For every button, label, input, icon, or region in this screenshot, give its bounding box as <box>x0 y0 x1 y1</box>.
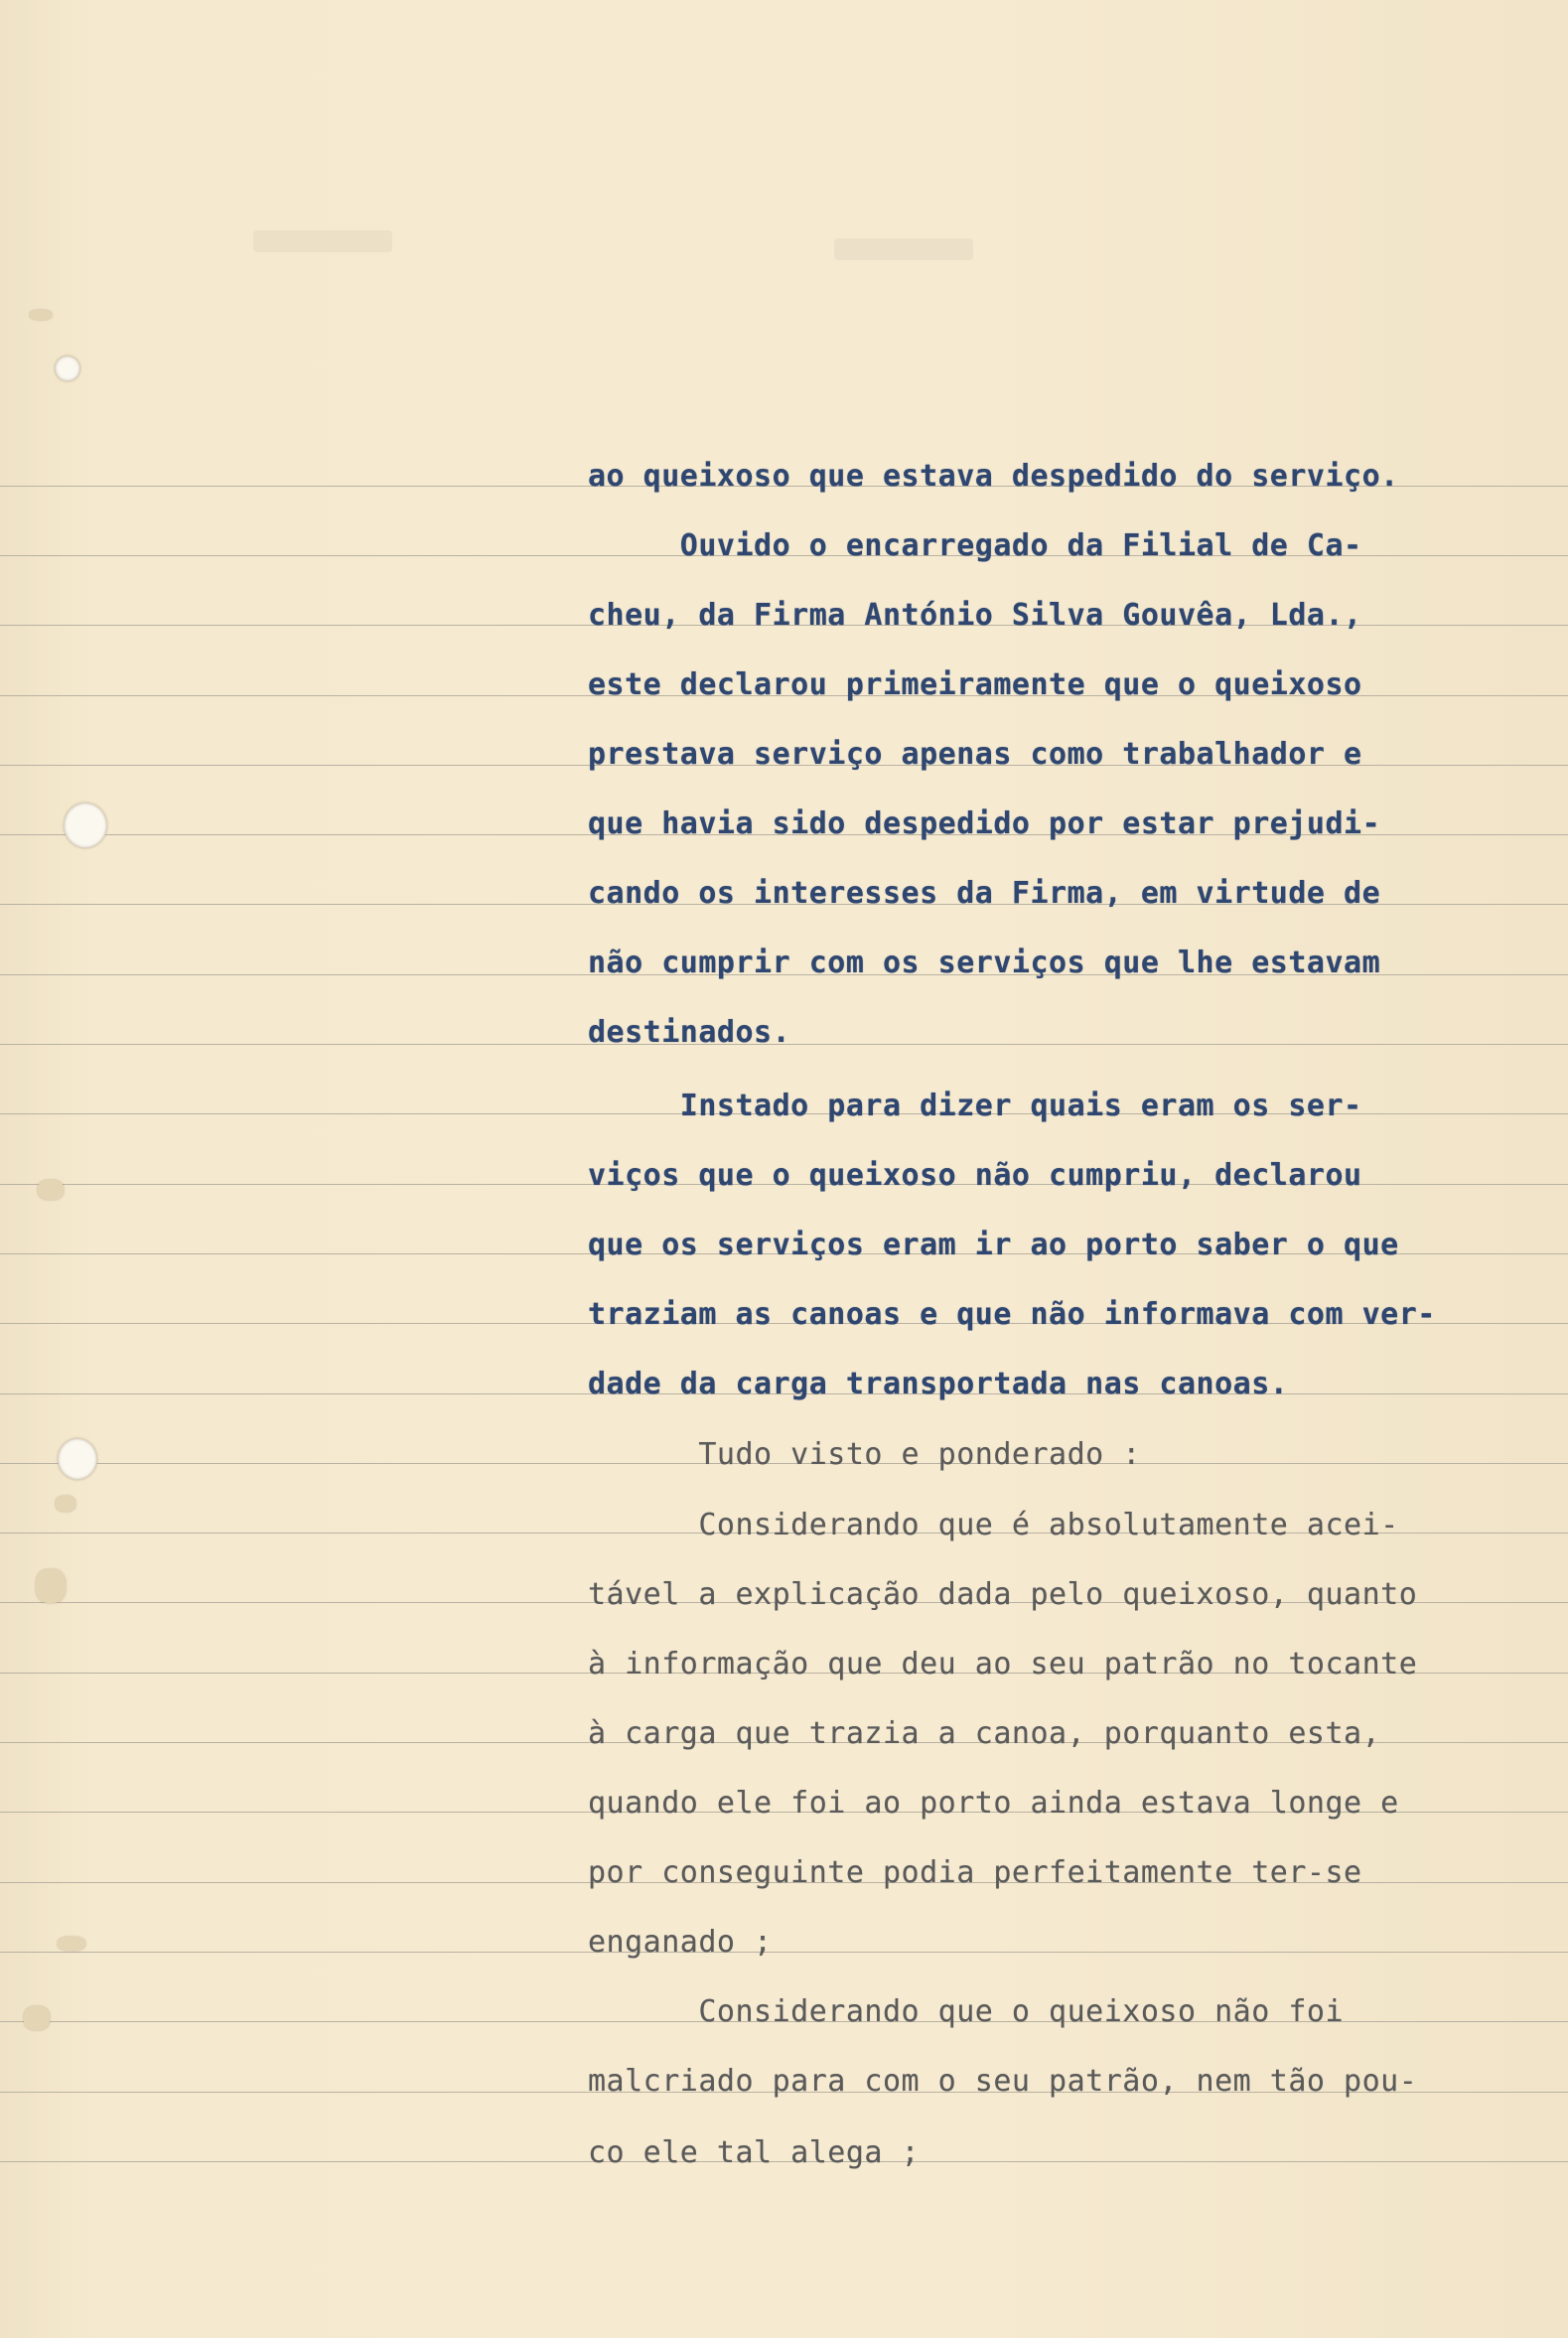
ruled-line <box>0 1952 1568 1953</box>
typed-line: prestava serviço apenas como trabalhador e <box>588 737 1362 772</box>
typed-line: cheu, da Firma António Silva Gouvêa, Lda., <box>588 598 1362 633</box>
typed-line: destinados. <box>588 1015 791 1050</box>
typed-line: à carga que trazia a canoa, porquanto esta, <box>588 1716 1381 1751</box>
typed-line: Ouvido o encarregado da Filial de Ca- <box>588 528 1362 563</box>
typed-line: cando os interesses da Firma, em virtude de <box>588 876 1381 911</box>
typed-line: ao queixoso que estava despedido do serviço. <box>588 459 1399 494</box>
paper-tear <box>56 1496 75 1512</box>
bleed-through-mark <box>834 238 973 260</box>
punch-hole <box>64 803 107 848</box>
typed-line: que havia sido despedido por estar prejudi- <box>588 806 1381 841</box>
typed-line: não cumprir com os serviços que lhe estavam <box>588 946 1381 980</box>
typed-line: Instado para dizer quais eram os ser- <box>588 1089 1362 1123</box>
typed-line: enganado ; <box>588 1925 773 1960</box>
paper-tear <box>24 2006 50 2030</box>
paper-tear <box>30 310 52 320</box>
typed-line: viços que o queixoso não cumpriu, declarou <box>588 1158 1362 1193</box>
typed-line: dade da carga transportada nas canoas. <box>588 1367 1289 1401</box>
bleed-through-mark <box>253 230 392 252</box>
typed-line: Tudo visto e ponderado : <box>588 1437 1141 1472</box>
typed-line: co ele tal alega ; <box>588 2135 921 2170</box>
typed-line: traziam as canoas e que não informava com ver- <box>588 1297 1436 1332</box>
typed-line: por conseguinte podia perfeitamente ter-se <box>588 1855 1362 1890</box>
paper-tear <box>38 1180 64 1200</box>
typed-line: que os serviços eram ir ao porto saber o que <box>588 1228 1399 1262</box>
paper-tear <box>58 1937 85 1951</box>
punch-hole <box>58 1438 97 1480</box>
punch-hole <box>55 356 80 381</box>
typed-line: Considerando que o queixoso não foi <box>588 1994 1345 2029</box>
typed-line: quando ele foi ao porto ainda estava longe e <box>588 1786 1399 1821</box>
typed-line: à informação que deu ao seu patrão no tocante <box>588 1647 1418 1681</box>
typed-line: tável a explicação dada pelo queixoso, quanto <box>588 1577 1418 1612</box>
typed-line: este declarou primeiramente que o queixoso <box>588 667 1362 702</box>
paper-tear <box>36 1569 66 1603</box>
typed-line: Considerando que é absolutamente acei- <box>588 1508 1399 1542</box>
typed-line: malcriado para com o seu patrão, nem tão pou- <box>588 2064 1418 2099</box>
